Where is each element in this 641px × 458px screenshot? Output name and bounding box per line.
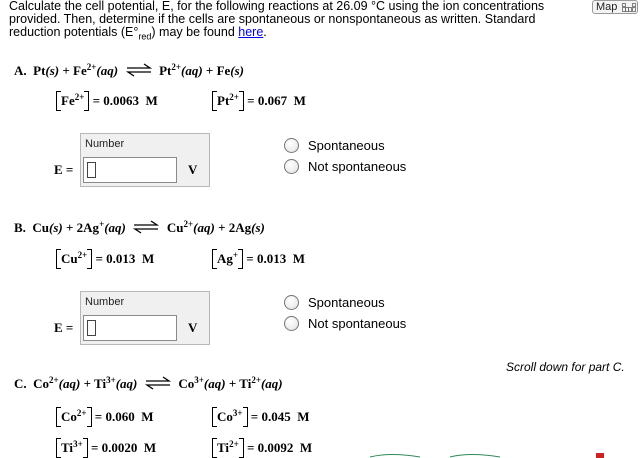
text-cursor (87, 320, 96, 336)
intro-line-2: provided. Then, determine if the cells are spontaneous or nonspontaneous as written. Standard (9, 12, 536, 26)
equilibrium-arrow-icon (125, 63, 153, 77)
concentration-b2: Ag+ = 0.013 M (212, 249, 305, 269)
equilibrium-arrow-icon (132, 220, 160, 234)
text-cursor (87, 162, 96, 178)
answer-box-a (80, 133, 210, 187)
unit-a: V (188, 162, 198, 177)
concentration-b1: $Cu^{2+} = 0.013$ M (56, 249, 154, 269)
e-input-a[interactable] (83, 157, 177, 183)
radio-spontaneous-b[interactable]: Spontaneous (284, 293, 385, 311)
scroll-note: Scroll down for part C. (506, 360, 625, 374)
unit-b: V (188, 320, 198, 335)
concentration-a1: $Fe^{2+} = 0.0063$ M (56, 91, 158, 111)
e-variable-a: E = (54, 162, 74, 177)
map-button-label: Map (596, 1, 618, 13)
intro-line-3: reduction potentials $(E^\circ_{red})$ may be found here. (9, 25, 267, 42)
e-variable-b: E = (54, 320, 74, 335)
reaction-c: C. $Co^{2+}(aq) + Ti^{3+}(aq)$ $Co^{3+}(aq) + Ti^{2+}(aq)$ (14, 375, 283, 391)
radio-not-spontaneous-a[interactable]: Not spontaneous (284, 157, 406, 175)
equilibrium-arrow-icon (144, 376, 172, 390)
e-input-b[interactable] (83, 315, 177, 341)
concentration-a2: $Pt^{2+} = 0.067$ M (212, 91, 306, 111)
answer-box-b (80, 291, 210, 345)
concentration-c1: $Co^{2+} = 0.060$ M (56, 407, 153, 427)
concentration-c2: $Co^{3+} = 0.045$ M (212, 407, 309, 427)
radio-spontaneous-a[interactable]: Spontaneous (284, 136, 385, 154)
radio-not-spontaneous-b[interactable]: Not spontaneous (284, 314, 406, 332)
map-button[interactable] (592, 0, 638, 14)
footer-toolbar-edge (0, 452, 641, 458)
question-intro (9, 0, 579, 44)
concentration-c4: $Ti^{2+} = 0.0092$ M (212, 438, 312, 458)
reduction-potentials-link[interactable]: here (238, 25, 264, 39)
number-label-a: Number (85, 138, 125, 150)
intro-line-1: Calculate the cell potential, E, for the following reactions at 26.09 °C using the ion concentrations (9, 0, 545, 13)
reaction-b: B. Cu(s) + 2Ag+(aq) $Cu^{2+}(aq) + 2Ag(s)$ (14, 219, 265, 235)
reaction-a: A. $Pt(s) + Fe^{2+}(aq)$ $Pt^{2+}(aq) + Fe(s)$ (14, 62, 245, 78)
periodic-table-icon (622, 3, 636, 12)
concentration-c3: $Ti^{3+} = 0.0020$ M (56, 438, 156, 458)
number-label-b: Number (85, 296, 125, 308)
